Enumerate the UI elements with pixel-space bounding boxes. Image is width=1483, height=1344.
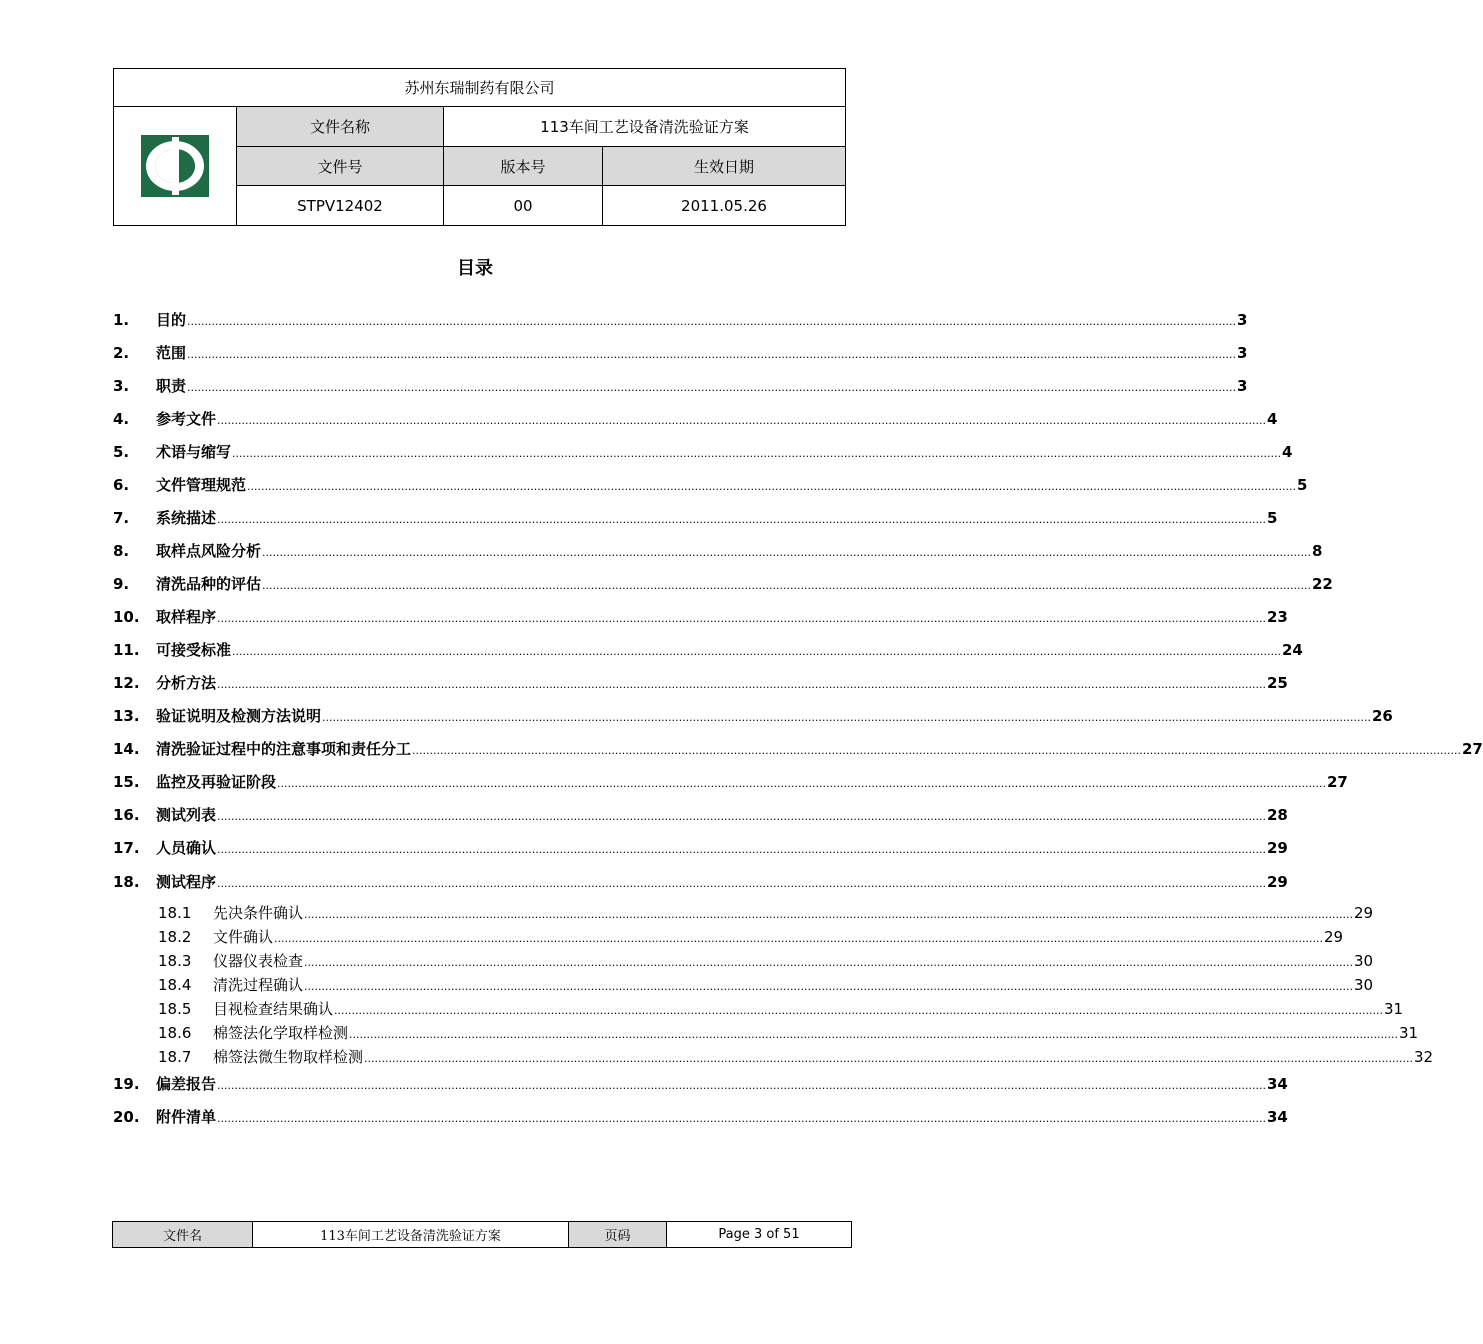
- toc-sub-entry[interactable]: [158, 974, 1374, 995]
- toc-entry-number: 15.: [113, 773, 140, 791]
- version-label: 版本号: [444, 147, 603, 186]
- toc-entry[interactable]: [113, 474, 1308, 495]
- toc-leader-dots: ............................................................................................................................................................................................................................................................................................................: [187, 315, 1236, 328]
- toc-entry-number: 5.: [113, 443, 130, 461]
- toc-leader-dots: ............................................................................................................................................................................................................................................................................................................: [262, 546, 1311, 559]
- toc-entry-label: 可接受标准: [156, 641, 232, 659]
- toc-entry-page: 26: [1372, 707, 1393, 725]
- toc-entry-label: 文件确认: [213, 928, 274, 946]
- toc-entry-page: 34: [1267, 1108, 1288, 1126]
- file-number-value: STPV12402: [237, 186, 444, 225]
- company-name: 苏州东瑞制药有限公司: [114, 69, 845, 107]
- toc-entry-number: 17.: [113, 839, 140, 857]
- toc-leader-dots: ............................................................................................................................................................................................................................................................................................................: [217, 843, 1266, 856]
- toc-entry-page: 31: [1399, 1024, 1419, 1042]
- toc-entry[interactable]: [113, 441, 1293, 462]
- toc-entry[interactable]: [113, 672, 1288, 693]
- toc-entry-label: 分析方法: [156, 674, 217, 692]
- toc-entry-label: 棉签法化学取样检测: [213, 1024, 349, 1042]
- toc-entry-page: 8: [1312, 542, 1323, 560]
- toc-entry-page: 29: [1354, 904, 1374, 922]
- toc-entry-page: 3: [1237, 344, 1248, 362]
- toc-leader-dots: ............................................................................................................................................................................................................................................................................................................: [187, 381, 1236, 394]
- toc-entry[interactable]: [113, 871, 1288, 892]
- company-logo-icon: [141, 135, 209, 197]
- toc-leader-dots: ............................................................................................................................................................................................................................................................................................................: [334, 1004, 1383, 1017]
- toc-entry-label: 清洗过程确认: [213, 976, 304, 994]
- toc-entry-label: 棉签法微生物取样检测: [213, 1048, 364, 1066]
- toc-entry-page: 4: [1267, 410, 1278, 428]
- toc-entry-page: 23: [1267, 608, 1288, 626]
- toc-entry[interactable]: [113, 771, 1348, 792]
- toc-entry[interactable]: [113, 837, 1288, 858]
- toc-leader-dots: ............................................................................................................................................................................................................................................................................................................: [217, 612, 1266, 625]
- toc-entry-label: 职责: [156, 377, 187, 395]
- document-footer-table: [112, 1221, 852, 1248]
- toc-entry-number: 7.: [113, 509, 130, 527]
- toc-leader-dots: ............................................................................................................................................................................................................................................................................................................: [304, 956, 1353, 969]
- toc-entry-number: 18.5: [158, 1000, 192, 1018]
- toc-entry-page: 32: [1414, 1048, 1434, 1066]
- toc-entry-page: 31: [1384, 1000, 1404, 1018]
- toc-entry-number: 19.: [113, 1075, 140, 1093]
- toc-leader-dots: ............................................................................................................................................................................................................................................................................................................: [304, 980, 1353, 993]
- toc-entry-number: 11.: [113, 641, 140, 659]
- toc-leader-dots: ............................................................................................................................................................................................................................................................................................................: [412, 744, 1461, 757]
- toc-entry-label: 目视检查结果确认: [213, 1000, 334, 1018]
- toc-leader-dots: ............................................................................................................................................................................................................................................................................................................: [247, 480, 1296, 493]
- toc-leader-dots: ............................................................................................................................................................................................................................................................................................................: [217, 414, 1266, 427]
- toc-entry-page: 5: [1297, 476, 1308, 494]
- toc-leader-dots: ............................................................................................................................................................................................................................................................................................................: [232, 447, 1281, 460]
- toc-entry-number: 2.: [113, 344, 130, 362]
- toc-title: 目录: [457, 258, 493, 279]
- toc-entry-number: 9.: [113, 575, 130, 593]
- toc-entry[interactable]: [113, 1106, 1288, 1127]
- toc-leader-dots: ............................................................................................................................................................................................................................................................................................................: [349, 1028, 1398, 1041]
- toc-entry-page: 27: [1327, 773, 1348, 791]
- toc-leader-dots: ............................................................................................................................................................................................................................................................................................................: [217, 1079, 1266, 1092]
- toc-entry[interactable]: [113, 342, 1248, 363]
- toc-entry-label: 监控及再验证阶段: [156, 773, 277, 791]
- toc-leader-dots: ............................................................................................................................................................................................................................................................................................................: [364, 1052, 1413, 1065]
- file-number-label: 文件号: [237, 147, 444, 186]
- toc-entry[interactable]: [113, 705, 1393, 726]
- toc-entry[interactable]: [113, 573, 1333, 594]
- toc-entry-label: 范围: [156, 344, 187, 362]
- toc-leader-dots: ............................................................................................................................................................................................................................................................................................................: [217, 1112, 1266, 1125]
- toc-entry-number: 18.2: [158, 928, 192, 946]
- version-value: 00: [444, 186, 603, 225]
- toc-sub-entry[interactable]: [158, 998, 1404, 1019]
- document-header-table: [113, 68, 846, 226]
- toc-entry-label: 清洗验证过程中的注意事项和责任分工: [156, 740, 412, 758]
- toc-entry-page: 30: [1354, 952, 1374, 970]
- toc-entry-page: 27: [1462, 740, 1483, 758]
- toc-entry-number: 18.3: [158, 952, 192, 970]
- toc-entry-label: 系统描述: [156, 509, 217, 527]
- toc-entry-label: 仪器仪表检查: [213, 952, 304, 970]
- toc-entry-label: 文件管理规范: [156, 476, 247, 494]
- toc-entry[interactable]: [113, 375, 1248, 396]
- toc-entry-page: 25: [1267, 674, 1288, 692]
- company-logo-cell: [114, 107, 237, 225]
- toc-entry-label: 偏差报告: [156, 1075, 217, 1093]
- toc-entry-label: 目的: [156, 311, 187, 329]
- toc-leader-dots: ............................................................................................................................................................................................................................................................................................................: [217, 877, 1266, 890]
- toc-sub-entry[interactable]: [158, 950, 1374, 971]
- toc-entry-number: 18.1: [158, 904, 192, 922]
- toc-entry[interactable]: [113, 804, 1288, 825]
- toc-entry-label: 附件清单: [156, 1108, 217, 1126]
- toc-entry-label: 人员确认: [156, 839, 217, 857]
- toc-entry-number: 20.: [113, 1108, 140, 1126]
- toc-entry-label: 取样点风险分析: [156, 542, 262, 560]
- toc-entry-page: 4: [1282, 443, 1293, 461]
- footer-page-value: Page 3 of 51: [718, 1227, 800, 1242]
- toc-entry-page: 30: [1354, 976, 1374, 994]
- toc-entry-number: 3.: [113, 377, 130, 395]
- toc-leader-dots: ............................................................................................................................................................................................................................................................................................................: [217, 810, 1266, 823]
- toc-entry-number: 6.: [113, 476, 130, 494]
- toc-entry[interactable]: [113, 606, 1288, 627]
- footer-file-label: 文件名: [113, 1222, 253, 1247]
- toc-entry-page: 28: [1267, 806, 1288, 824]
- toc-entry-page: 5: [1267, 509, 1278, 527]
- toc-entry[interactable]: [113, 408, 1278, 429]
- toc-entry-number: 16.: [113, 806, 140, 824]
- toc-leader-dots: ............................................................................................................................................................................................................................................................................................................: [304, 908, 1353, 921]
- toc-entry-number: 10.: [113, 608, 140, 626]
- file-name-label: 文件名称: [237, 107, 444, 147]
- toc-entry-label: 先决条件确认: [213, 904, 304, 922]
- toc-entry-label: 验证说明及检测方法说明: [156, 707, 322, 725]
- footer-file-value: 113车间工艺设备清洗验证方案: [253, 1222, 569, 1247]
- toc-entry[interactable]: [113, 540, 1323, 561]
- toc-entry-number: 12.: [113, 674, 140, 692]
- toc-entry-page: 24: [1282, 641, 1303, 659]
- toc-sub-entry[interactable]: [158, 902, 1374, 923]
- toc-entry[interactable]: [113, 738, 1483, 759]
- toc-leader-dots: ............................................................................................................................................................................................................................................................................................................: [322, 711, 1371, 724]
- toc-entry-page: 3: [1237, 377, 1248, 395]
- toc-entry-number: 18.6: [158, 1024, 192, 1042]
- toc-entry[interactable]: [113, 507, 1278, 528]
- toc-entry-number: 18.4: [158, 976, 192, 994]
- toc-leader-dots: ............................................................................................................................................................................................................................................................................................................: [217, 513, 1266, 526]
- toc-entry-page: 3: [1237, 311, 1248, 329]
- toc-entry-number: 14.: [113, 740, 140, 758]
- toc-sub-entry[interactable]: [158, 926, 1344, 947]
- toc-leader-dots: ............................................................................................................................................................................................................................................................................................................: [277, 777, 1326, 790]
- effective-date-label: 生效日期: [603, 147, 845, 186]
- toc-leader-dots: ............................................................................................................................................................................................................................................................................................................: [217, 678, 1266, 691]
- toc-entry-page: 29: [1267, 873, 1288, 891]
- toc-sub-entry[interactable]: [158, 1022, 1419, 1043]
- toc-entry-label: 参考文件: [156, 410, 217, 428]
- toc-entry-number: 8.: [113, 542, 130, 560]
- toc-entry-page: 29: [1324, 928, 1344, 946]
- toc-entry-number: 18.: [113, 873, 140, 891]
- toc-entry-label: 清洗品种的评估: [156, 575, 262, 593]
- file-name-value: 113车间工艺设备清洗验证方案: [444, 107, 845, 147]
- toc-leader-dots: ............................................................................................................................................................................................................................................................................................................: [187, 348, 1236, 361]
- effective-date-value: 2011.05.26: [681, 196, 767, 215]
- toc-entry-number: 4.: [113, 410, 130, 428]
- toc-leader-dots: ............................................................................................................................................................................................................................................................................................................: [232, 645, 1281, 658]
- footer-page-label: 页码: [569, 1222, 667, 1247]
- toc-entry-label: 测试列表: [156, 806, 217, 824]
- toc-entry-label: 取样程序: [156, 608, 217, 626]
- toc-leader-dots: ............................................................................................................................................................................................................................................................................................................: [262, 579, 1311, 592]
- toc-leader-dots: ............................................................................................................................................................................................................................................................................................................: [274, 932, 1323, 945]
- toc-entry-number: 18.7: [158, 1048, 192, 1066]
- toc-entry-label: 测试程序: [156, 873, 217, 891]
- toc-entry[interactable]: [113, 1073, 1288, 1094]
- toc-entry-number: 13.: [113, 707, 140, 725]
- toc-entry[interactable]: [113, 309, 1248, 330]
- toc-entry[interactable]: [113, 639, 1303, 660]
- toc-entry-number: 1.: [113, 311, 130, 329]
- toc-entry-page: 22: [1312, 575, 1333, 593]
- toc-entry-page: 34: [1267, 1075, 1288, 1093]
- toc-entry-page: 29: [1267, 839, 1288, 857]
- toc-entry-label: 术语与缩写: [156, 443, 232, 461]
- toc-sub-entry[interactable]: [158, 1046, 1434, 1067]
